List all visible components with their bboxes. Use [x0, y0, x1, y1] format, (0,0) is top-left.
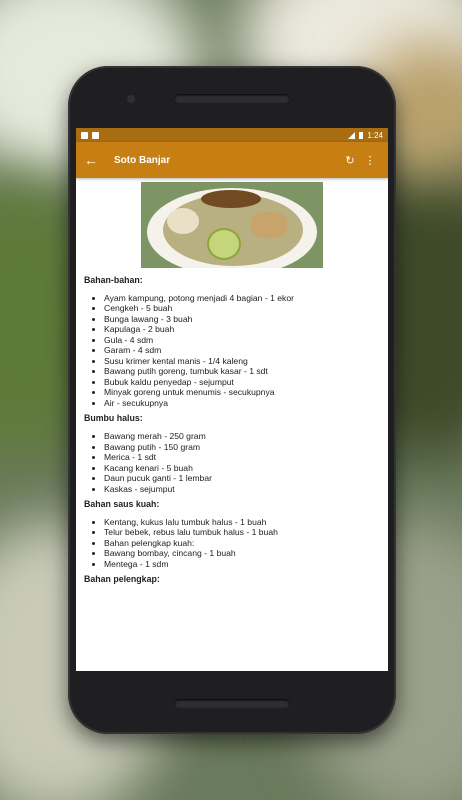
signal-icon	[348, 132, 355, 139]
notification-icon	[81, 132, 88, 139]
ingredient-item: • Ayam kampung, potong menjadi 4 bagian - 1 ekor	[104, 293, 380, 304]
section-heading: Bumbu halus:	[84, 413, 143, 424]
ingredient-item: • Bawang merah - 250 gram	[104, 431, 380, 442]
notification-icon	[92, 132, 99, 139]
app-bar	[76, 142, 388, 178]
ingredient-item: • Bawang putih - 150 gram	[104, 442, 380, 453]
ingredient-list	[84, 431, 380, 494]
ingredient-sections	[84, 276, 380, 584]
status-bar	[76, 128, 388, 142]
ingredient-item: • Mentega - 1 sdm	[104, 559, 380, 570]
recipe-content[interactable]	[76, 178, 388, 584]
ingredient-item: • Kentang, kukus lalu tumbuk halus - 1 buah	[104, 517, 380, 528]
ingredient-list	[84, 293, 380, 409]
ingredient-item: • Air - secukupnya	[104, 398, 380, 409]
ingredient-item: • Kacang kenari - 5 buah	[104, 463, 380, 474]
front-camera	[127, 95, 135, 103]
ingredient-item: • Garam - 4 sdm	[104, 345, 380, 356]
phone-screen	[76, 128, 388, 671]
ingredient-item: • Merica - 1 sdt	[104, 452, 380, 463]
section-heading: Bahan pelengkap:	[84, 574, 160, 585]
phone-frame	[68, 66, 396, 734]
bottom-speaker	[174, 699, 290, 708]
back-arrow-icon[interactable]: ←	[84, 152, 98, 168]
ingredient-item: • Bahan pelengkap kuah:	[104, 538, 380, 549]
battery-icon	[359, 132, 363, 139]
ingredient-item: • Bunga lawang - 3 buah	[104, 314, 380, 325]
ingredient-item: • Kapulaga - 2 buah	[104, 324, 380, 335]
ingredient-item: • Bubuk kaldu penyedap - sejumput	[104, 377, 380, 388]
ingredient-item: • Cengkeh - 5 buah	[104, 303, 380, 314]
ingredient-item: • Kaskas - sejumput	[104, 484, 380, 495]
ingredient-item: • Daun pucuk ganti - 1 lembar	[104, 473, 380, 484]
section-heading: Bahan saus kuah:	[84, 499, 160, 510]
refresh-icon[interactable]: ↻	[345, 154, 355, 167]
section-heading: Bahan-bahan:	[84, 275, 143, 285]
ingredient-item: • Susu krimer kental manis - 1/4 kaleng	[104, 356, 380, 367]
ingredient-item: • Minyak goreng untuk menumis - secukupnya	[104, 387, 380, 398]
ingredient-list	[84, 517, 380, 570]
ingredient-item: • Telur bebek, rebus lalu tumbuk halus - 1 buah	[104, 527, 380, 538]
ingredient-item: • Bawang putih goreng, tumbuk kasar - 1 sdt	[104, 366, 380, 377]
ingredient-item: • Bawang bombay, cincang - 1 buah	[104, 548, 380, 559]
page-title: Soto Banjar	[114, 154, 171, 166]
status-time: 1:24	[367, 130, 383, 140]
earpiece-speaker	[174, 94, 290, 103]
recipe-photo	[141, 182, 323, 268]
ingredient-item: • Gula - 4 sdm	[104, 335, 380, 346]
more-vertical-icon[interactable]: ⋮	[364, 154, 376, 167]
